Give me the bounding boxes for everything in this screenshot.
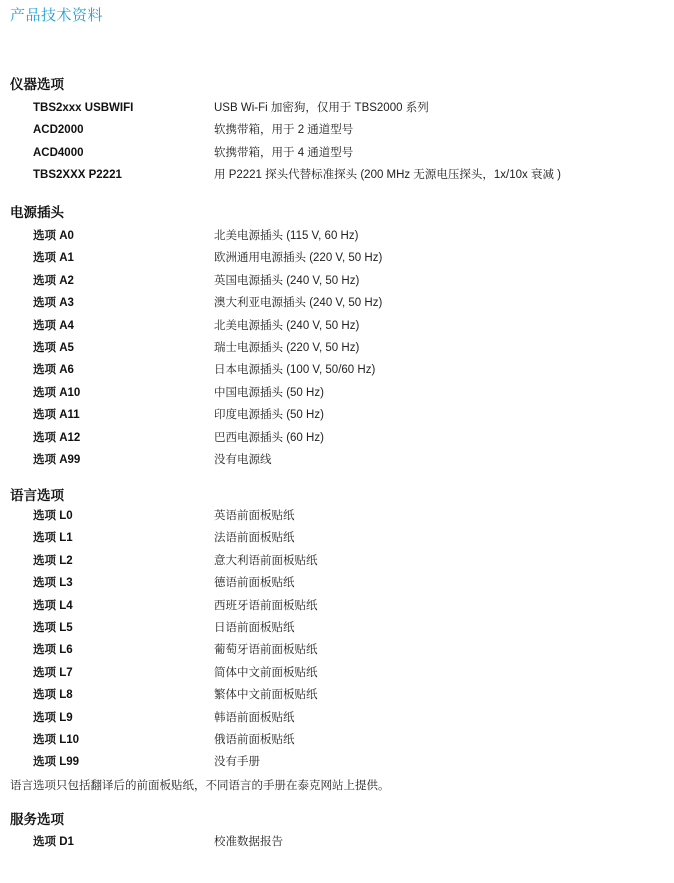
option-code: 选项 A0 (33, 230, 74, 242)
list-item (0, 688, 674, 710)
option-code: 选项 A1 (33, 252, 74, 265)
list-item (0, 363, 674, 385)
list-item (0, 168, 674, 190)
option-code: 选项 L9 (33, 711, 73, 724)
option-code: 选项 L1 (33, 532, 73, 545)
list-item (0, 123, 674, 145)
option-code: 选项 A5 (33, 341, 74, 354)
option-description: 韩语前面板贴纸 (214, 711, 295, 724)
section-heading: 服务选项 (10, 812, 64, 827)
page-title: 产品技术资料 (10, 7, 104, 24)
option-description: 没有电源线 (214, 453, 272, 466)
list-item (0, 229, 674, 251)
list-item (0, 621, 674, 643)
option-description: 软携带箱，用于 4 通道型号 (214, 146, 354, 159)
option-description: 印度电源插头 (50 Hz) (214, 409, 324, 422)
section-heading: 仪器选项 (10, 77, 64, 92)
list-item (0, 554, 674, 576)
list-item (0, 711, 674, 733)
list-item (0, 146, 674, 168)
option-code: ACD4000 (33, 146, 84, 159)
option-description: 西班牙语前面板贴纸 (214, 599, 318, 612)
list-item (0, 835, 674, 857)
option-description: 俄语前面板贴纸 (214, 733, 295, 746)
option-code: 选项 A99 (33, 453, 81, 466)
option-description: 欧洲通用电源插头 (220 V, 50 Hz) (214, 252, 383, 265)
option-description: 葡萄牙语前面板贴纸 (214, 644, 318, 657)
list-item (0, 453, 674, 475)
option-code: 选项 A6 (33, 364, 74, 377)
list-item (0, 643, 674, 665)
option-description: 英国电源插头 (240 V, 50 Hz) (214, 274, 360, 287)
list-item (0, 101, 674, 123)
option-description: 巴西电源插头 (60 Hz) (214, 431, 324, 444)
option-description: 繁体中文前面板贴纸 (214, 689, 318, 702)
option-code: 选项 L7 (33, 666, 73, 679)
option-description: 英语前面板贴纸 (214, 510, 295, 522)
list-item (0, 251, 674, 273)
list-item (0, 531, 674, 553)
list-item (0, 733, 674, 755)
list-item (0, 341, 674, 363)
option-code: 选项 A2 (33, 274, 74, 287)
option-description: 澳大利亚电源插头 (240 V, 50 Hz) (214, 297, 383, 310)
option-code: 选项 L10 (33, 733, 80, 746)
list-item (0, 319, 674, 341)
option-code: 选项 L6 (33, 644, 73, 657)
option-code: ACD2000 (33, 124, 84, 137)
option-code: 选项 A12 (33, 431, 81, 444)
option-code: 选项 L5 (33, 621, 73, 634)
list-item (0, 755, 674, 777)
option-code: 选项 A4 (33, 319, 74, 332)
option-description: 北美电源插头 (115 V, 60 Hz) (214, 230, 359, 242)
option-code: 选项 A3 (33, 297, 74, 310)
option-description: 校准数据报告 (214, 836, 283, 848)
option-description: USB Wi-Fi 加密狗，仅用于 TBS2000 系列 (214, 102, 429, 114)
option-code: 选项 L0 (33, 510, 73, 522)
option-code: 选项 A10 (33, 386, 81, 399)
list-item (0, 296, 674, 318)
option-code: TBS2XXX P2221 (33, 169, 122, 182)
option-description: 意大利语前面板贴纸 (214, 554, 318, 567)
language-note: 语言选项只包括翻译后的前面板贴纸，不同语言的手册在泰克网站上提供。 (10, 780, 390, 792)
list-item (0, 666, 674, 688)
list-item (0, 431, 674, 453)
option-code: 选项 A11 (33, 409, 80, 422)
option-code: 选项 L8 (33, 689, 73, 702)
list-item (0, 509, 674, 531)
list-item (0, 576, 674, 598)
option-description: 日本电源插头 (100 V, 50/60 Hz) (214, 364, 376, 377)
section-heading: 语言选项 (10, 488, 64, 503)
option-description: 日语前面板贴纸 (214, 621, 295, 634)
list-item (0, 274, 674, 296)
option-description: 简体中文前面板贴纸 (214, 666, 318, 679)
option-description: 没有手册 (214, 756, 260, 769)
option-code: 选项 D1 (33, 836, 74, 848)
list-item (0, 408, 674, 430)
option-code: TBS2xxx USBWIFI (33, 102, 134, 114)
option-code: 选项 L2 (33, 554, 73, 567)
option-description: 瑞士电源插头 (220 V, 50 Hz) (214, 341, 360, 354)
option-description: 北美电源插头 (240 V, 50 Hz) (214, 319, 360, 332)
option-code: 选项 L3 (33, 577, 73, 590)
option-description: 法语前面板贴纸 (214, 532, 295, 545)
option-description: 中国电源插头 (50 Hz) (214, 386, 324, 399)
list-item (0, 386, 674, 408)
option-description: 软携带箱，用于 2 通道型号 (214, 124, 354, 137)
option-description: 德语前面板贴纸 (214, 577, 295, 590)
option-code: 选项 L4 (33, 599, 73, 612)
option-description: 用 P2221 探头代替标准探头 (200 MHz 无源电压探头，1x/10x 衰减 ) (214, 169, 561, 182)
list-item (0, 599, 674, 621)
section-heading: 电源插头 (10, 205, 64, 220)
option-code: 选项 L99 (33, 756, 80, 769)
